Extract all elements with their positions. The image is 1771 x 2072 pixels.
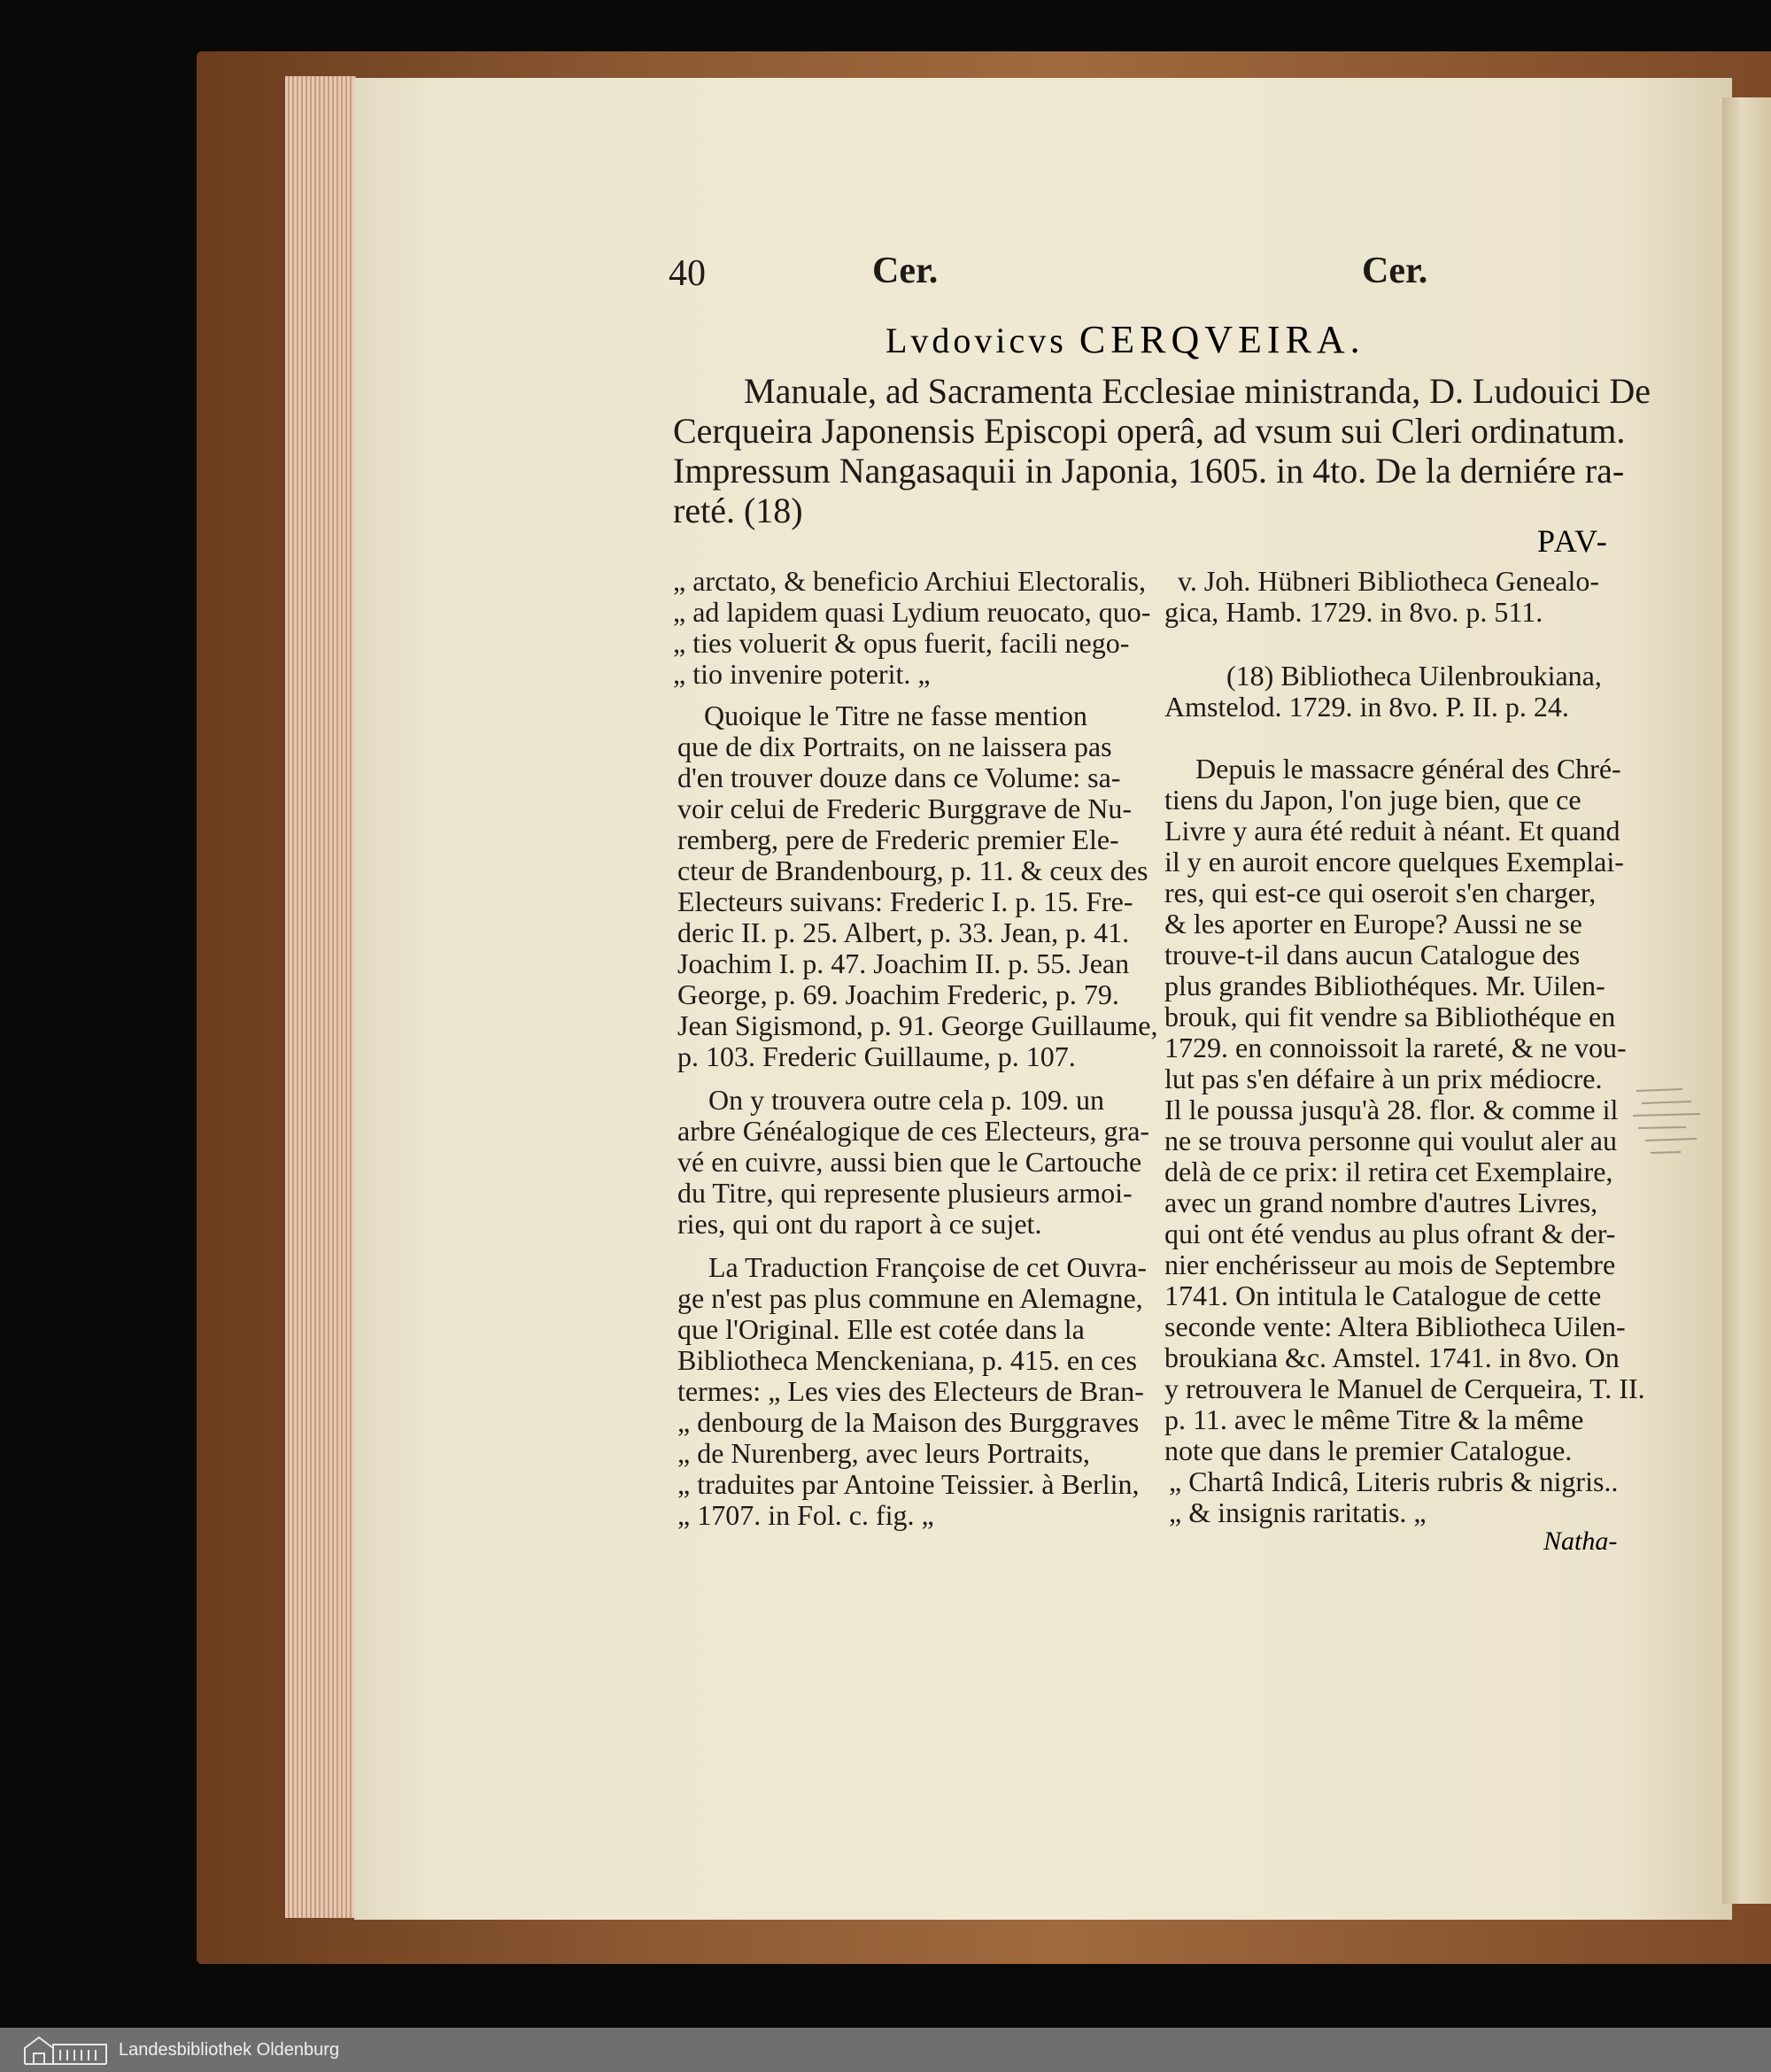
left-line: „ ties voluerit & opus fuerit, facili nego-	[673, 627, 1130, 659]
right-line: tiens du Japon, l'on juge bien, que ce	[1164, 784, 1582, 816]
right-line: „ & insignis raritatis. „	[1169, 1496, 1427, 1528]
running-head-right: Cer.	[1362, 251, 1428, 291]
library-building-icon	[21, 2034, 110, 2066]
entry-line: Impressum Nangasaquii in Japonia, 1605. in 4to. De la derniére ra-	[673, 451, 1625, 491]
title-first-name: Lvdovicvs	[886, 321, 1067, 360]
left-line: deric II. p. 25. Albert, p. 33. Jean, p. 41.	[677, 916, 1130, 948]
left-line: remberg, pere de Frederic premier Ele-	[677, 823, 1119, 855]
entry-title	[886, 317, 1365, 362]
right-line: v. Joh. Hübneri Bibliotheca Genealo-	[1178, 565, 1600, 597]
left-line: „ arctato, & beneficio Archiui Electoralis,	[673, 565, 1146, 597]
left-line: „ ad lapidem quasi Lydium reuocato, quo-	[673, 596, 1151, 628]
catchword-top-right: PAV-	[1537, 523, 1609, 559]
left-line: „ denbourg de la Maison des Burggraves	[677, 1406, 1140, 1438]
left-line: Bibliotheca Menckeniana, p. 415. en ces	[677, 1344, 1137, 1376]
left-line: p. 103. Frederic Guillaume, p. 107.	[677, 1040, 1076, 1072]
page-number: 40	[669, 253, 706, 294]
left-line: Electeurs suivans: Frederic I. p. 15. Fre-	[677, 885, 1133, 917]
left-line: „ 1707. in Fol. c. fig. „	[677, 1499, 934, 1531]
marginal-note-mark	[1629, 1080, 1709, 1178]
running-head-left: Cer.	[872, 251, 939, 291]
entry-line: reté. (18)	[673, 491, 803, 530]
left-line: d'en trouver douze dans ce Volume: sa-	[677, 762, 1121, 793]
left-line: arbre Généalogique de ces Electeurs, gra-	[677, 1115, 1150, 1147]
right-line: nier enchérisseur au mois de Septembre	[1164, 1249, 1616, 1280]
entry-line: Manuale, ad Sacramenta Ecclesiae ministranda, D. Ludouici De	[744, 371, 1651, 411]
right-line: ne se trouva personne qui voulut aler au	[1164, 1125, 1617, 1156]
right-line: & les aporter en Europe? Aussi ne se	[1164, 908, 1582, 939]
left-line: Jean Sigismond, p. 91. George Guillaume,	[677, 1009, 1158, 1041]
left-line: que de dix Portraits, on ne laissera pas	[677, 731, 1112, 762]
right-line: 1729. en connoissoit la rareté, & ne vou-	[1164, 1032, 1627, 1063]
left-line: Joachim I. p. 47. Joachim II. p. 55. Jean	[677, 947, 1130, 979]
title-surname: CERQVEIRA.	[1079, 318, 1365, 361]
right-line: plus grandes Bibliothéques. Mr. Uilen-	[1164, 970, 1605, 1001]
right-line: Depuis le massacre général des Chré-	[1195, 753, 1621, 785]
left-line: du Titre, qui represente plusieurs armoi-	[677, 1177, 1133, 1209]
right-line: lut pas s'en défaire à un prix médiocre.	[1164, 1063, 1603, 1094]
left-line: termes: „ Les vies des Electeurs de Bran-	[677, 1375, 1144, 1407]
left-line: La Traduction Françoise de cet Ouvra-	[708, 1251, 1147, 1283]
footer-label: Landesbibliothek Oldenburg	[119, 2040, 340, 2060]
left-line: On y trouvera outre cela p. 109. un	[708, 1084, 1104, 1116]
right-line: (18) Bibliotheca Uilenbroukiana,	[1226, 660, 1602, 692]
right-line: qui ont été vendus au plus ofrant & der-	[1164, 1218, 1616, 1249]
right-line: gica, Hamb. 1729. in 8vo. p. 511.	[1164, 596, 1543, 628]
left-line: ries, qui ont du raport à ce sujet.	[677, 1208, 1042, 1240]
right-line: note que dans le premier Catalogue.	[1164, 1434, 1573, 1466]
left-line: voir celui de Frederic Burggrave de Nu-	[677, 792, 1132, 824]
right-line: 1741. On intitula le Catalogue de cette	[1164, 1280, 1602, 1311]
left-line: George, p. 69. Joachim Frederic, p. 79.	[677, 978, 1119, 1010]
right-line: brouk, qui fit vendre sa Bibliothéque en	[1164, 1001, 1616, 1032]
right-line: il y en auroit encore quelques Exemplai-	[1164, 846, 1624, 878]
right-line: delà de ce prix: il retira cet Exemplaire,	[1164, 1156, 1613, 1187]
left-line: vé en cuivre, aussi bien que le Cartouche	[677, 1146, 1142, 1178]
right-line: Il le poussa jusqu'à 28. flor. & comme il	[1164, 1094, 1619, 1125]
right-line: p. 11. avec le même Titre & la même	[1164, 1403, 1584, 1435]
left-line: „ de Nurenberg, avec leurs Portraits,	[677, 1437, 1090, 1469]
left-line: „ tio invenire poterit. „	[673, 658, 931, 690]
left-line: Quoique le Titre ne fasse mention	[704, 700, 1087, 731]
catchword-bottom: Natha-	[1543, 1527, 1618, 1556]
left-line: que l'Original. Elle est cotée dans la	[677, 1313, 1085, 1345]
right-line: „ Chartâ Indicâ, Literis rubris & nigris..	[1169, 1465, 1619, 1497]
right-line: broukiana &c. Amstel. 1741. in 8vo. On	[1164, 1341, 1620, 1373]
right-line: seconde vente: Altera Bibliotheca Uilen-	[1164, 1310, 1626, 1342]
right-line: res, qui est-ce qui oseroit s'en charger,	[1164, 877, 1597, 908]
right-line: y retrouvera le Manuel de Cerqueira, T. II.	[1164, 1372, 1645, 1404]
left-line: „ traduites par Antoine Teissier. à Berlin,	[677, 1468, 1140, 1500]
left-line: cteur de Brandenbourg, p. 11. & ceux des	[677, 854, 1148, 886]
right-line: Amstelod. 1729. in 8vo. P. II. p. 24.	[1164, 691, 1569, 723]
left-line: ge n'est pas plus commune en Alemagne,	[677, 1282, 1143, 1314]
footer-bar	[0, 2028, 1771, 2072]
facing-page-edge	[1722, 97, 1771, 1904]
right-line: trouve-t-il dans aucun Catalogue des	[1164, 939, 1581, 970]
entry-line: Cerqueira Japonensis Episcopi operâ, ad vsum sui Cleri ordinatum.	[673, 411, 1626, 451]
right-line: avec un grand nombre d'autres Livres,	[1164, 1187, 1598, 1218]
right-line: Livre y aura été reduit à néant. Et quand	[1164, 815, 1620, 847]
page-edges	[285, 76, 356, 1918]
